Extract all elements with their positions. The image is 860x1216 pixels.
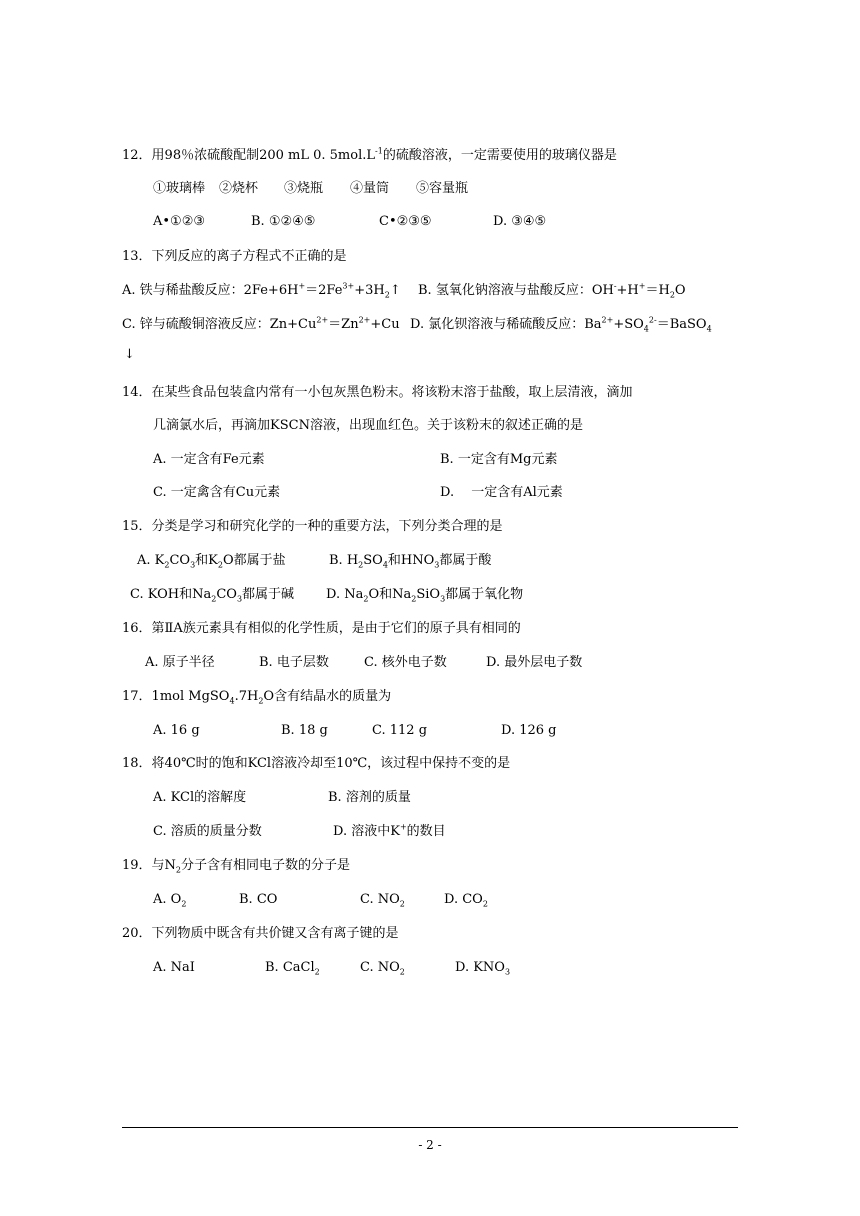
option-b: B. 一定含有Mg元素 (440, 452, 558, 467)
question-14-options-cd (153, 484, 563, 502)
option-c: C. 核外电子数 (364, 655, 447, 670)
option-c: C. 锌与硫酸铜溶液反应：$Zn+Cu^{2+}=Zn^{2+}+Cu$ (122, 315, 400, 332)
option-c: C. $NO_2$ (360, 892, 405, 909)
option-a: A. $O_2$ (153, 892, 187, 909)
option-a: A. 16 g (153, 723, 200, 738)
item-4: ④量筒 (350, 181, 390, 196)
option-a: A. $K_2CO_3$和$K_2O$都属于盐 (137, 553, 286, 570)
question-14-stem-line2: 几滴氯水后，再滴加KSCN溶液，出现血红色。关于该粉末的叙述正确的是 (153, 418, 583, 433)
option-b: B. ①②④⑤ (251, 214, 316, 229)
option-a: A. KCl的溶解度 (153, 790, 247, 805)
option-b: B. $H_2SO_4$和$HNO_3$都属于酸 (329, 553, 492, 570)
item-1: ①玻璃棒 (153, 181, 206, 196)
question-15-stem: 15．分类是学习和研究化学的一种的重要方法，下列分类合理的是 (122, 519, 503, 534)
option-c: C. 一定禽含有Cu元素 (153, 485, 281, 500)
item-5: ⑤容量瓶 (416, 181, 469, 196)
option-d: D. $CO_2$ (444, 892, 488, 909)
option-c: C. KOH和$Na_2CO_3$都属于碱 (130, 587, 295, 604)
question-18-options-cd (153, 823, 446, 841)
option-b: B. CaCl$_2$ (265, 960, 320, 977)
question-17-stem: 17．1mol $MgSO_4.7H_2O$含有结晶水的质量为 (122, 689, 392, 706)
option-b: B. 电子层数 (259, 655, 329, 670)
question-20-options (153, 959, 510, 977)
question-13-stem: 13．下列反应的离子方程式不正确的是 (122, 249, 347, 264)
option-d: D. ③④⑤ (493, 214, 547, 229)
question-12-items (153, 180, 468, 198)
option-d: D. 126 g (501, 723, 557, 738)
option-a: A. 一定含有Fe元素 (153, 452, 265, 467)
option-b: B. 溶剂的质量 (328, 790, 411, 805)
item-3: ③烧瓶 (284, 181, 324, 196)
option-a: A. NaI (153, 960, 195, 975)
option-d: D. 溶液中K+的数目 (333, 822, 446, 839)
option-d: D. $Na_2O$和$Na_2SiO_3$都属于氧化物 (326, 587, 524, 604)
question-12-stem: 12．用98％浓硫酸配制200 mL 0. $5mol.L^{-1}$的硫酸溶液，一定需要使用的玻璃仪器是 (122, 146, 617, 163)
option-d: D. 最外层电子数 (486, 655, 583, 670)
question-15-options-cd (130, 586, 523, 604)
option-a: A•①②③ (153, 214, 206, 229)
option-d: D. 一定含有Al元素 (440, 485, 563, 500)
option-d: D. $KNO_3$ (455, 960, 511, 977)
item-2: ②烧杯 (219, 181, 259, 196)
question-13-options-cd (122, 316, 712, 334)
question-13-options-ab (122, 282, 686, 300)
page-number: - 2 - (418, 1138, 442, 1152)
option-d: D. 氯化钡溶液与稀硫酸反应：$Ba^{2+}+SO_4^{2-}=BaSO_4$ (410, 315, 712, 334)
option-a: A. 原子半径 (145, 655, 215, 670)
option-a: A. 铁与稀盐酸反应：$2Fe+6H^+=2Fe^{3+}+3H_2↑$ (122, 281, 401, 300)
footer-rule (122, 1127, 738, 1128)
question-16-options (145, 654, 582, 672)
option-c: C. 溶质的质量分数 (153, 824, 262, 839)
question-18-stem: 18．将40℃时的饱和KCl溶液冷却至10℃，该过程中保持不变的是 (122, 756, 511, 771)
question-19-options (153, 891, 488, 909)
question-13-arrow: ↓ (124, 347, 135, 362)
question-19-stem: 19．与$N_2$分子含有相同电子数的分子是 (122, 858, 351, 875)
question-16-stem: 16．第ⅡA族元素具有相似的化学性质，是由于它们的原子具有相同的 (122, 621, 521, 636)
option-c: C•②③⑤ (379, 214, 432, 229)
question-14-options-ab (153, 451, 557, 469)
question-12-options (153, 213, 546, 231)
question-15-options-ab (137, 552, 491, 570)
option-b: B. 氢氧化钠溶液与盐酸反应：$OH^-+H^+=H_2O$ (418, 281, 686, 300)
option-c: C. 112 g (372, 723, 428, 738)
option-b: B. 18 g (281, 723, 328, 738)
question-20-stem: 20．下列物质中既含有共价键又含有离子键的是 (122, 926, 399, 941)
option-b: B. CO (239, 892, 278, 907)
question-18-options-ab (153, 789, 411, 807)
option-c: C. $NO_2$ (360, 960, 405, 977)
question-14-stem-line1: 14．在某些食品包装盒内常有一小包灰黑色粉末。将该粉末溶于盐酸，取上层清液，滴加 (122, 385, 633, 400)
question-17-options (153, 722, 557, 740)
